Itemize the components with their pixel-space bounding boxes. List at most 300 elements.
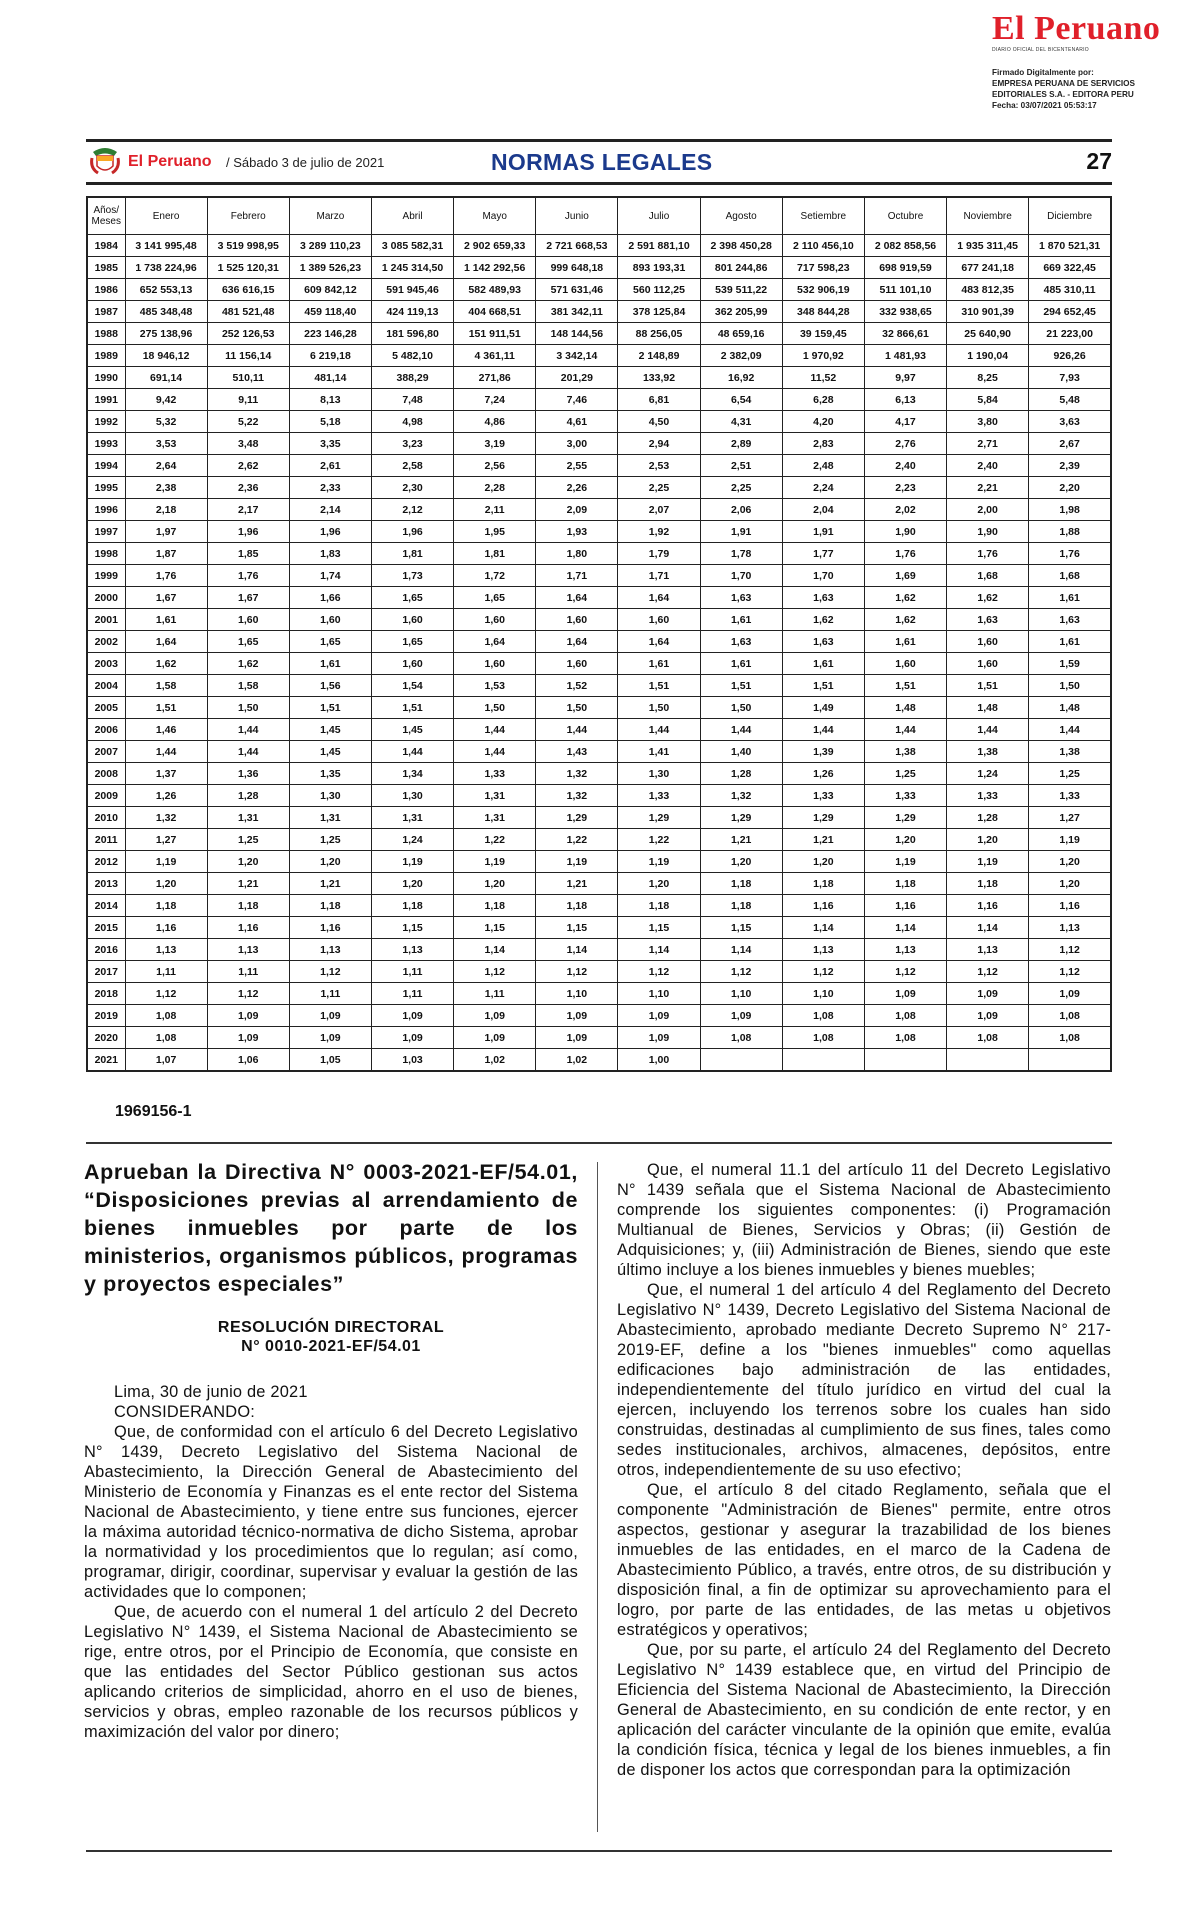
factor-cell: 151 911,51 [454, 323, 536, 345]
factor-cell: 1,35 [289, 763, 371, 785]
header-date: / Sábado 3 de julio de 2021 [226, 155, 385, 170]
factor-cell: 1,02 [536, 1049, 618, 1072]
factor-cell: 1,26 [782, 763, 864, 785]
table-row [87, 807, 1111, 829]
factor-cell: 1,10 [782, 983, 864, 1005]
factor-cell: 2,67 [1029, 433, 1111, 455]
factor-cell [864, 1049, 946, 1072]
year-cell: 2010 [87, 807, 125, 829]
factor-cell: 1,61 [618, 653, 700, 675]
factor-cell: 609 842,12 [289, 279, 371, 301]
factor-cell: 1,63 [700, 631, 782, 653]
factor-cell: 1,30 [289, 785, 371, 807]
factor-cell: 1,45 [289, 719, 371, 741]
factor-cell: 1,69 [864, 565, 946, 587]
month-header: Marzo [289, 197, 371, 235]
factor-cell: 2,25 [700, 477, 782, 499]
factor-cell: 1,28 [700, 763, 782, 785]
factor-cell: 1,33 [1029, 785, 1111, 807]
factor-cell: 1,31 [454, 785, 536, 807]
factor-cell: 1,22 [536, 829, 618, 851]
factor-cell: 1,44 [371, 741, 453, 763]
factor-cell: 893 193,31 [618, 257, 700, 279]
factor-cell: 1,31 [454, 807, 536, 829]
factor-cell: 1,09 [371, 1027, 453, 1049]
header-top-rule [86, 139, 1112, 142]
factor-cell: 9,97 [864, 367, 946, 389]
factor-cell: 1,09 [207, 1027, 289, 1049]
factor-cell: 2,06 [700, 499, 782, 521]
section-divider [86, 1142, 1112, 1144]
factor-cell: 1,67 [207, 587, 289, 609]
factor-cell: 1,20 [125, 873, 207, 895]
factor-cell: 1,64 [618, 631, 700, 653]
month-header: Junio [536, 197, 618, 235]
factor-cell: 1,61 [864, 631, 946, 653]
factor-cell: 1,38 [864, 741, 946, 763]
table-row [87, 345, 1111, 367]
factor-cell: 1,08 [947, 1027, 1029, 1049]
factor-cell: 571 631,46 [536, 279, 618, 301]
year-cell: 1994 [87, 455, 125, 477]
factor-cell: 4,86 [454, 411, 536, 433]
factor-cell: 1,56 [289, 675, 371, 697]
page-bottom-rule [86, 1850, 1112, 1852]
resolution-number: N° 0010-2021-EF/54.01 [241, 1338, 421, 1355]
month-header: Enero [125, 197, 207, 235]
factor-cell: 2,33 [289, 477, 371, 499]
coat-of-arms-icon [90, 146, 120, 176]
factor-cell: 2,26 [536, 477, 618, 499]
factor-cell: 2,23 [864, 477, 946, 499]
table-row [87, 697, 1111, 719]
factor-cell: 88 256,05 [618, 323, 700, 345]
factor-cell: 1,33 [782, 785, 864, 807]
factor-cell: 9,42 [125, 389, 207, 411]
factor-cell: 1,67 [125, 587, 207, 609]
factor-cell: 591 945,46 [371, 279, 453, 301]
factor-cell: 691,14 [125, 367, 207, 389]
factor-cell: 1,05 [289, 1049, 371, 1072]
factor-cell: 1,16 [289, 917, 371, 939]
factor-cell: 1,60 [536, 653, 618, 675]
factor-cell: 1,68 [1029, 565, 1111, 587]
factor-cell: 1,20 [1029, 851, 1111, 873]
factor-cell: 1,14 [618, 939, 700, 961]
month-header: Abril [371, 197, 453, 235]
factor-cell: 2,55 [536, 455, 618, 477]
factor-cell: 8,25 [947, 367, 1029, 389]
factor-cell: 1,20 [864, 829, 946, 851]
signature-line: Fecha: 03/07/2021 05:53:17 [992, 101, 1097, 110]
factor-cell: 1,33 [864, 785, 946, 807]
factor-cell: 1,91 [782, 521, 864, 543]
factor-cell: 362 205,99 [700, 301, 782, 323]
factor-cell: 1,08 [125, 1027, 207, 1049]
factor-cell: 1,46 [125, 719, 207, 741]
factor-cell: 2,28 [454, 477, 536, 499]
year-cell: 2021 [87, 1049, 125, 1072]
factor-cell: 2,38 [125, 477, 207, 499]
factor-cell: 1,64 [618, 587, 700, 609]
factor-cell: 1,37 [125, 763, 207, 785]
factor-cell: 21 223,00 [1029, 323, 1111, 345]
factor-cell: 1,19 [947, 851, 1029, 873]
factor-cell: 252 126,53 [207, 323, 289, 345]
table-row [87, 653, 1111, 675]
factor-cell: 1,79 [618, 543, 700, 565]
factor-cell: 1,20 [1029, 873, 1111, 895]
factor-cell: 1,98 [1029, 499, 1111, 521]
factor-cell: 1,32 [700, 785, 782, 807]
factor-cell: 1,09 [536, 1027, 618, 1049]
factor-cell: 1,83 [289, 543, 371, 565]
factor-cell: 560 112,25 [618, 279, 700, 301]
factor-cell: 1,25 [1029, 763, 1111, 785]
table-row [87, 675, 1111, 697]
factor-cell: 1,61 [700, 609, 782, 631]
factor-cell: 1,64 [454, 631, 536, 653]
factor-cell: 11,52 [782, 367, 864, 389]
year-cell: 2003 [87, 653, 125, 675]
factor-cell: 6 219,18 [289, 345, 371, 367]
signature-line: EMPRESA PERUANA DE SERVICIOS [992, 79, 1136, 88]
factor-cell [947, 1049, 1029, 1072]
factor-cell: 201,29 [536, 367, 618, 389]
factor-cell: 2,94 [618, 433, 700, 455]
table-row [87, 1005, 1111, 1027]
factor-cell: 539 511,22 [700, 279, 782, 301]
factor-cell: 32 866,61 [864, 323, 946, 345]
factor-cell: 1,09 [207, 1005, 289, 1027]
table-row [87, 521, 1111, 543]
factor-cell: 1,18 [125, 895, 207, 917]
factor-cell: 2,20 [1029, 477, 1111, 499]
factor-cell: 1,21 [536, 873, 618, 895]
page-number: 27 [1086, 148, 1112, 174]
factor-cell: 1,65 [371, 631, 453, 653]
factor-cell: 485 348,48 [125, 301, 207, 323]
factor-cell: 1,44 [700, 719, 782, 741]
factor-cell: 3,63 [1029, 411, 1111, 433]
factor-cell: 1,90 [947, 521, 1029, 543]
factor-cell: 1,08 [1029, 1027, 1111, 1049]
factor-cell: 1,08 [1029, 1005, 1111, 1027]
factor-cell: 1,76 [1029, 543, 1111, 565]
right-column [617, 1160, 1111, 1780]
factor-cell: 1,27 [125, 829, 207, 851]
factor-cell: 1,91 [700, 521, 782, 543]
factor-cell: 1,09 [454, 1027, 536, 1049]
factor-cell: 1,96 [207, 521, 289, 543]
factor-cell: 1,62 [782, 609, 864, 631]
factor-cell: 1,18 [536, 895, 618, 917]
factor-cell: 2,64 [125, 455, 207, 477]
factor-cell: 1,65 [289, 631, 371, 653]
factor-cell: 1,15 [371, 917, 453, 939]
factor-cell: 2,58 [371, 455, 453, 477]
factor-cell: 4 361,11 [454, 345, 536, 367]
factor-cell: 1,25 [289, 829, 371, 851]
factor-cell: 4,31 [700, 411, 782, 433]
factor-cell: 1,11 [371, 961, 453, 983]
factor-cell: 3,19 [454, 433, 536, 455]
factor-cell: 1,64 [125, 631, 207, 653]
year-cell: 1987 [87, 301, 125, 323]
factor-cell: 2,89 [700, 433, 782, 455]
factor-cell: 1,31 [289, 807, 371, 829]
table-row [87, 983, 1111, 1005]
factor-cell: 1,16 [864, 895, 946, 917]
factor-cell: 1,72 [454, 565, 536, 587]
factor-cell: 1,15 [618, 917, 700, 939]
table-row [87, 851, 1111, 873]
factor-cell: 3,53 [125, 433, 207, 455]
table-row [87, 939, 1111, 961]
factor-cell: 1,44 [864, 719, 946, 741]
factor-cell: 1,18 [454, 895, 536, 917]
factor-cell: 1,88 [1029, 521, 1111, 543]
factor-cell: 2,76 [864, 433, 946, 455]
factor-cell: 2,18 [125, 499, 207, 521]
factor-cell: 2,04 [782, 499, 864, 521]
factor-cell: 1 245 314,50 [371, 257, 453, 279]
year-cell: 1984 [87, 235, 125, 257]
year-cell: 2014 [87, 895, 125, 917]
factor-cell: 1,24 [947, 763, 1029, 785]
factor-cell: 481,14 [289, 367, 371, 389]
factor-cell: 1,16 [207, 917, 289, 939]
factor-cell: 1,30 [371, 785, 453, 807]
factor-cell: 7,93 [1029, 367, 1111, 389]
factor-cell: 1,36 [207, 763, 289, 785]
factor-cell: 698 919,59 [864, 257, 946, 279]
factor-cell: 1,09 [289, 1027, 371, 1049]
header-bottom-rule [86, 182, 1112, 185]
year-cell: 1991 [87, 389, 125, 411]
digital-signature [992, 67, 1182, 111]
column-divider [597, 1162, 598, 1832]
factor-cell: 1,51 [289, 697, 371, 719]
factor-cell: 1,29 [618, 807, 700, 829]
factor-cell: 1,60 [536, 609, 618, 631]
factor-cell: 378 125,84 [618, 301, 700, 323]
factor-cell: 1,10 [618, 983, 700, 1005]
factor-cell: 1,96 [289, 521, 371, 543]
table-row [87, 1027, 1111, 1049]
factor-cell: 1,14 [947, 917, 1029, 939]
factor-cell: 2,07 [618, 499, 700, 521]
table-row [87, 279, 1111, 301]
factor-cell: 1,62 [864, 587, 946, 609]
factor-cell: 1,80 [536, 543, 618, 565]
factor-cell: 7,48 [371, 389, 453, 411]
signature-line: EDITORIALES S.A. - EDITORA PERU [992, 90, 1134, 99]
paragraph: Que, de acuerdo con el numeral 1 del artículo 2 del Decreto Legislativo N° 1439, el Sistema Nacional de Abastecimiento se rige, entre otros, por el Principio de Economía, que consiste en que las entidades del Sector Público gestionan sus actos aplicando criterios de simplicidad, ahorro en el uso de bienes, servicios y obras, empleo razonable de los recursos públicos y maximización del valor por dinero; [84, 1603, 578, 1741]
factor-cell: 3 141 995,48 [125, 235, 207, 257]
table-row [87, 719, 1111, 741]
year-cell: 1998 [87, 543, 125, 565]
factor-cell: 1,74 [289, 565, 371, 587]
factor-cell: 999 648,18 [536, 257, 618, 279]
factor-cell: 1,60 [207, 609, 289, 631]
factor-cell: 1,58 [125, 675, 207, 697]
table-row [87, 543, 1111, 565]
left-column [84, 1158, 578, 1742]
factor-cell: 1,09 [371, 1005, 453, 1027]
factor-cell: 1,32 [536, 763, 618, 785]
factor-cell: 1,64 [536, 587, 618, 609]
factor-cell: 1,25 [864, 763, 946, 785]
factor-cell: 1,60 [618, 609, 700, 631]
factor-cell: 2,40 [864, 455, 946, 477]
month-header: Mayo [454, 197, 536, 235]
factor-cell: 1,14 [454, 939, 536, 961]
factor-cell: 1 970,92 [782, 345, 864, 367]
factor-cell: 1,64 [536, 631, 618, 653]
factor-cell [782, 1049, 864, 1072]
factor-cell: 511 101,10 [864, 279, 946, 301]
factor-cell: 1,52 [536, 675, 618, 697]
year-cell: 2004 [87, 675, 125, 697]
header-brand: El Peruano [128, 153, 212, 170]
factor-cell: 1,50 [207, 697, 289, 719]
factor-cell: 3 342,14 [536, 345, 618, 367]
paragraph: Que, de conformidad con el artículo 6 del Decreto Legislativo N° 1439, Decreto Legislativo del Sistema Nacional de Abastecimiento, la Dirección General de Abastecimiento del Ministerio de Economía y Finanzas es el ente rector del Sistema Nacional de Abastecimiento, y tiene entre sus funciones, ejercer la máxima autoridad técnico-normativa de dicho Sistema, aprobar la normatividad y los procedimientos que lo regulan; así como, programar, dirigir, coordinar, supervisar y evaluar la gestión de las actividades que lo componen; [84, 1423, 578, 1601]
factor-cell: 1,20 [454, 873, 536, 895]
factor-cell: 1,26 [125, 785, 207, 807]
factor-cell: 7,46 [536, 389, 618, 411]
factor-cell: 677 241,18 [947, 257, 1029, 279]
factor-cell: 1,13 [207, 939, 289, 961]
factor-cell: 1,18 [947, 873, 1029, 895]
factor-cell: 1,18 [782, 873, 864, 895]
factor-cell: 2,53 [618, 455, 700, 477]
factor-cell: 1,12 [454, 961, 536, 983]
factor-cell: 381 342,11 [536, 301, 618, 323]
factor-cell: 1,25 [207, 829, 289, 851]
factor-cell: 2,00 [947, 499, 1029, 521]
factor-cell: 6,28 [782, 389, 864, 411]
factor-cell: 1,61 [125, 609, 207, 631]
factor-cell: 1,62 [207, 653, 289, 675]
factor-cell: 2,14 [289, 499, 371, 521]
masthead-name: El Peruano [992, 10, 1161, 47]
paragraph: Que, el numeral 1 del artículo 4 del Reglamento del Decreto Legislativo N° 1439, Decreto Legislativo del Sistema Nacional de Abastecimiento, aprobado mediante Decreto Supremo N° 217-2019-EF, define a los "bienes inmuebles" como aquellas edificaciones bajo administración de las entidades, independientemente del título jurídico en virtud del cual la ejercen, incluyendo los terrenos sobre los cuales han sido construidas, destinadas al cumplimiento de sus fines, tales como sedes institucionales, archivos, almacenes, depósitos, entre otros, independientemente de su uso efectivo; [617, 1281, 1111, 1479]
factor-cell: 1,15 [536, 917, 618, 939]
table-row [87, 873, 1111, 895]
factor-cell: 2 148,89 [618, 345, 700, 367]
factor-cell: 48 659,16 [700, 323, 782, 345]
factor-cell: 1,21 [207, 873, 289, 895]
factor-cell: 1,54 [371, 675, 453, 697]
factor-cell: 8,13 [289, 389, 371, 411]
factor-cell: 1,51 [700, 675, 782, 697]
page-header [86, 144, 1112, 180]
factor-cell: 1,08 [864, 1027, 946, 1049]
factor-cell: 1,68 [947, 565, 1029, 587]
factor-cell: 1,38 [1029, 741, 1111, 763]
factor-cell: 1,51 [125, 697, 207, 719]
factor-cell: 3 085 582,31 [371, 235, 453, 257]
factor-cell: 9,11 [207, 389, 289, 411]
year-cell: 2001 [87, 609, 125, 631]
factor-cell: 1,65 [454, 587, 536, 609]
table-row [87, 257, 1111, 279]
factor-cell: 6,81 [618, 389, 700, 411]
factor-cell: 1,00 [618, 1049, 700, 1072]
factor-cell: 3,48 [207, 433, 289, 455]
factor-cell: 1,39 [782, 741, 864, 763]
table-header-row [87, 197, 1111, 235]
factor-cell [1029, 1049, 1111, 1072]
factor-cell: 3 519 998,95 [207, 235, 289, 257]
factor-cell: 1,33 [947, 785, 1029, 807]
factor-cell: 1,09 [700, 1005, 782, 1027]
factor-cell: 1,63 [782, 631, 864, 653]
factor-cell: 388,29 [371, 367, 453, 389]
year-cell: 2017 [87, 961, 125, 983]
factor-cell: 424 119,13 [371, 301, 453, 323]
year-cell: 1996 [87, 499, 125, 521]
factor-cell: 1,33 [618, 785, 700, 807]
factor-cell: 1,20 [289, 851, 371, 873]
factor-cell: 11 156,14 [207, 345, 289, 367]
factor-cell: 1,93 [536, 521, 618, 543]
factor-cell: 1,09 [454, 1005, 536, 1027]
factor-cell: 1,73 [371, 565, 453, 587]
factor-cell: 2,02 [864, 499, 946, 521]
factor-cell: 1,63 [947, 609, 1029, 631]
factor-cell: 1,08 [864, 1005, 946, 1027]
factor-cell: 1,20 [207, 851, 289, 873]
publication-reference: 1969156-1 [115, 1103, 192, 1120]
factor-cell: 1,61 [289, 653, 371, 675]
factor-cell: 1,16 [947, 895, 1029, 917]
factor-cell: 1,30 [618, 763, 700, 785]
factor-cell: 2,51 [700, 455, 782, 477]
table-row [87, 323, 1111, 345]
factor-cell: 1,51 [618, 675, 700, 697]
factor-cell: 2,36 [207, 477, 289, 499]
factor-cell: 1,12 [289, 961, 371, 983]
factor-cell: 1,65 [371, 587, 453, 609]
table-row [87, 411, 1111, 433]
factor-cell: 1,44 [454, 741, 536, 763]
factor-cell: 1,81 [371, 543, 453, 565]
factor-cell: 1,32 [536, 785, 618, 807]
factor-cell: 1,20 [700, 851, 782, 873]
factor-cell: 1,33 [454, 763, 536, 785]
year-cell: 2016 [87, 939, 125, 961]
factor-cell: 2,62 [207, 455, 289, 477]
factor-cell: 801 244,86 [700, 257, 782, 279]
factor-cell: 1,14 [782, 917, 864, 939]
year-cell: 1986 [87, 279, 125, 301]
factor-cell: 1,09 [864, 983, 946, 1005]
factor-cell: 1,15 [454, 917, 536, 939]
factor-cell: 1,76 [125, 565, 207, 587]
factor-cell: 1,11 [125, 961, 207, 983]
paragraph: Que, el numeral 11.1 del artículo 11 del Decreto Legislativo N° 1439 señala que el Sistema Nacional de Abastecimiento comprende los siguientes componentes: (i) Programación Multianual de Bienes, Servicios y Obras; (ii) Gestión de Adquisiciones; y, (iii) Administración de Bienes, siendo que este último incluye a los bienes inmuebles y bienes muebles; [617, 1161, 1111, 1279]
year-cell: 1990 [87, 367, 125, 389]
factor-cell: 2 591 881,10 [618, 235, 700, 257]
factor-cell: 4,98 [371, 411, 453, 433]
factor-cell: 1,49 [782, 697, 864, 719]
factor-cell: 1,76 [947, 543, 1029, 565]
factor-cell: 1,16 [125, 917, 207, 939]
factor-cell: 148 144,56 [536, 323, 618, 345]
